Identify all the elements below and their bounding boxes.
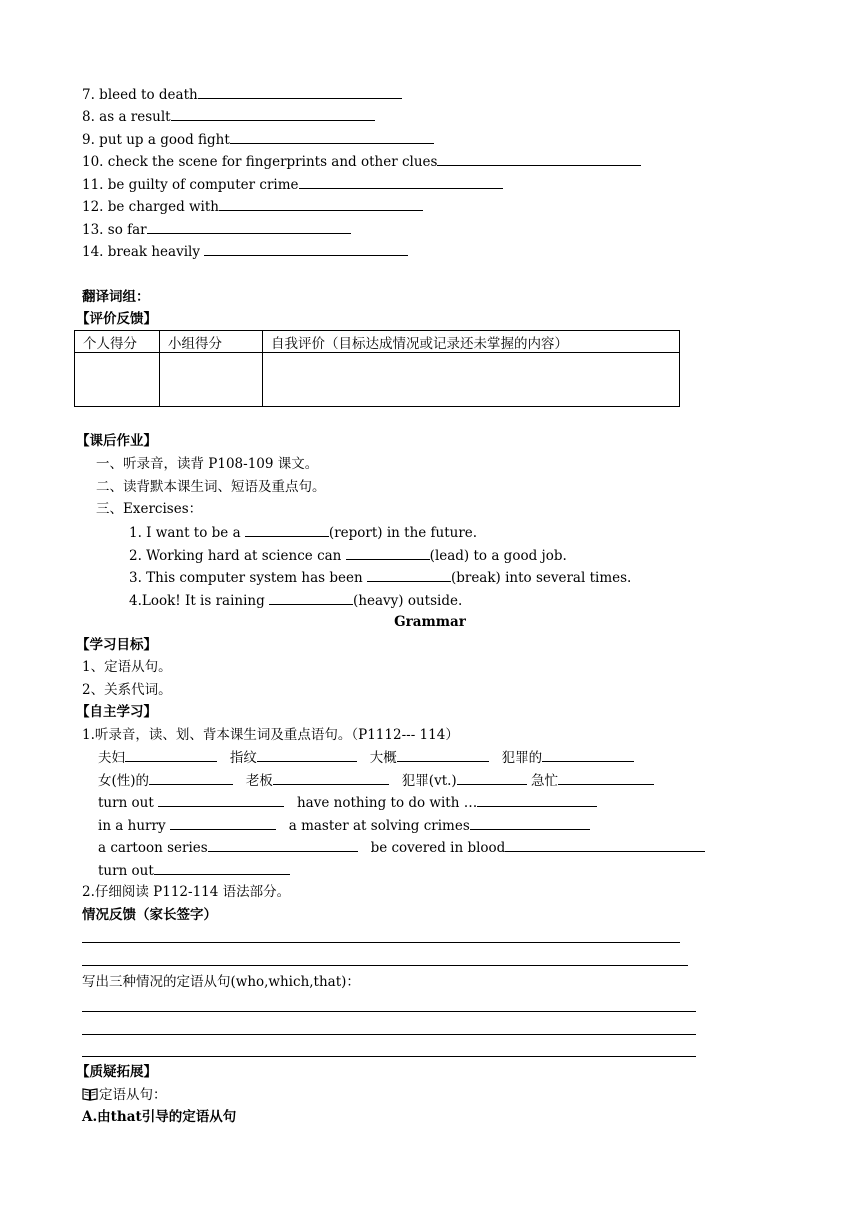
self-study-1: 1.听录音，读、划、背本课生词及重点语句。（P1112--- 114）: [82, 727, 459, 743]
write-prompt: 写出三种情况的定语从句(who,which,that)：: [82, 974, 360, 990]
feedback-line-2[interactable]: [82, 965, 688, 966]
phrase-12: 12. be charged with: [82, 197, 423, 216]
grammar-title: Grammar: [394, 614, 466, 630]
eval-col-self: 自我评价（目标达成情况或记录还未掌握的内容）: [263, 331, 680, 353]
eval-cell-group[interactable]: [160, 353, 263, 407]
phrase-row-1: turn out have nothing to do with …: [98, 793, 597, 812]
exercise-2: 2. Working hard at science can (lead) to a good job.: [129, 548, 567, 564]
phrase-14: 14. break heavily: [82, 242, 408, 261]
phrase-8: 8. as a result: [82, 107, 375, 126]
goals-heading: 【学习目标】: [76, 637, 157, 653]
phrase-7: 7. bleed to death: [82, 85, 402, 104]
eval-cell-self[interactable]: [263, 353, 680, 407]
phrase-13: 13. so far: [82, 220, 351, 239]
self-study-heading: 【自主学习】: [76, 704, 157, 720]
write-line-2[interactable]: [82, 1034, 696, 1035]
homework-item-3: 三、Exercises：: [96, 501, 203, 517]
vocab-row-2: 女(性)的 老板 犯罪(vt.) 急忙: [98, 771, 654, 790]
exercise-4: 4.Look! It is raining (heavy) outside.: [129, 593, 463, 609]
extend-heading: 【质疑拓展】: [76, 1064, 157, 1080]
phrase-11: 11. be guilty of computer crime: [82, 175, 503, 194]
write-line-3[interactable]: [82, 1056, 696, 1057]
eval-table: [74, 330, 680, 407]
eval-col-personal: 个人得分: [75, 331, 160, 353]
translate-heading: 翻译词组：: [82, 289, 150, 305]
phrase-row-2: in a hurry a master at solving crimes: [98, 816, 590, 835]
exercise-3: 3. This computer system has been (break) into several times.: [129, 570, 632, 586]
section-a: A.由that引导的定语从句: [82, 1109, 237, 1125]
homework-item-1: 一、听录音，读背 P108-109 课文。: [96, 456, 319, 472]
phrase-row-4: turn out: [98, 861, 290, 880]
eval-heading: 【评价反馈】: [76, 311, 157, 327]
feedback-line-1[interactable]: [82, 942, 680, 943]
goal-1: 1、定语从句。: [82, 659, 172, 675]
book-icon: [82, 1087, 98, 1106]
vocab-row-1: 夫妇 指纹 大概 犯罪的: [98, 748, 634, 767]
phrase-10: 10. check the scene for fingerprints and other clues: [82, 152, 641, 171]
phrase-row-3: a cartoon series be covered in blood: [98, 838, 705, 857]
eval-col-group: 小组得分: [160, 331, 263, 353]
write-line-1[interactable]: [82, 1011, 696, 1012]
phrase-9: 9. put up a good fight: [82, 130, 434, 149]
feedback-heading: 情况反馈（家长签字）: [82, 907, 217, 923]
self-study-2: 2.仔细阅读 P112-114 语法部分。: [82, 884, 291, 900]
homework-item-2: 二、读背默本课生词、短语及重点句。: [96, 479, 326, 495]
eval-cell-personal[interactable]: [75, 353, 160, 407]
homework-heading: 【课后作业】: [76, 433, 157, 449]
exercise-1: 1. I want to be a (report) in the future.: [129, 525, 478, 541]
goal-2: 2、关系代词。: [82, 682, 172, 698]
clause-label-row: 定语从句：: [82, 1086, 167, 1106]
